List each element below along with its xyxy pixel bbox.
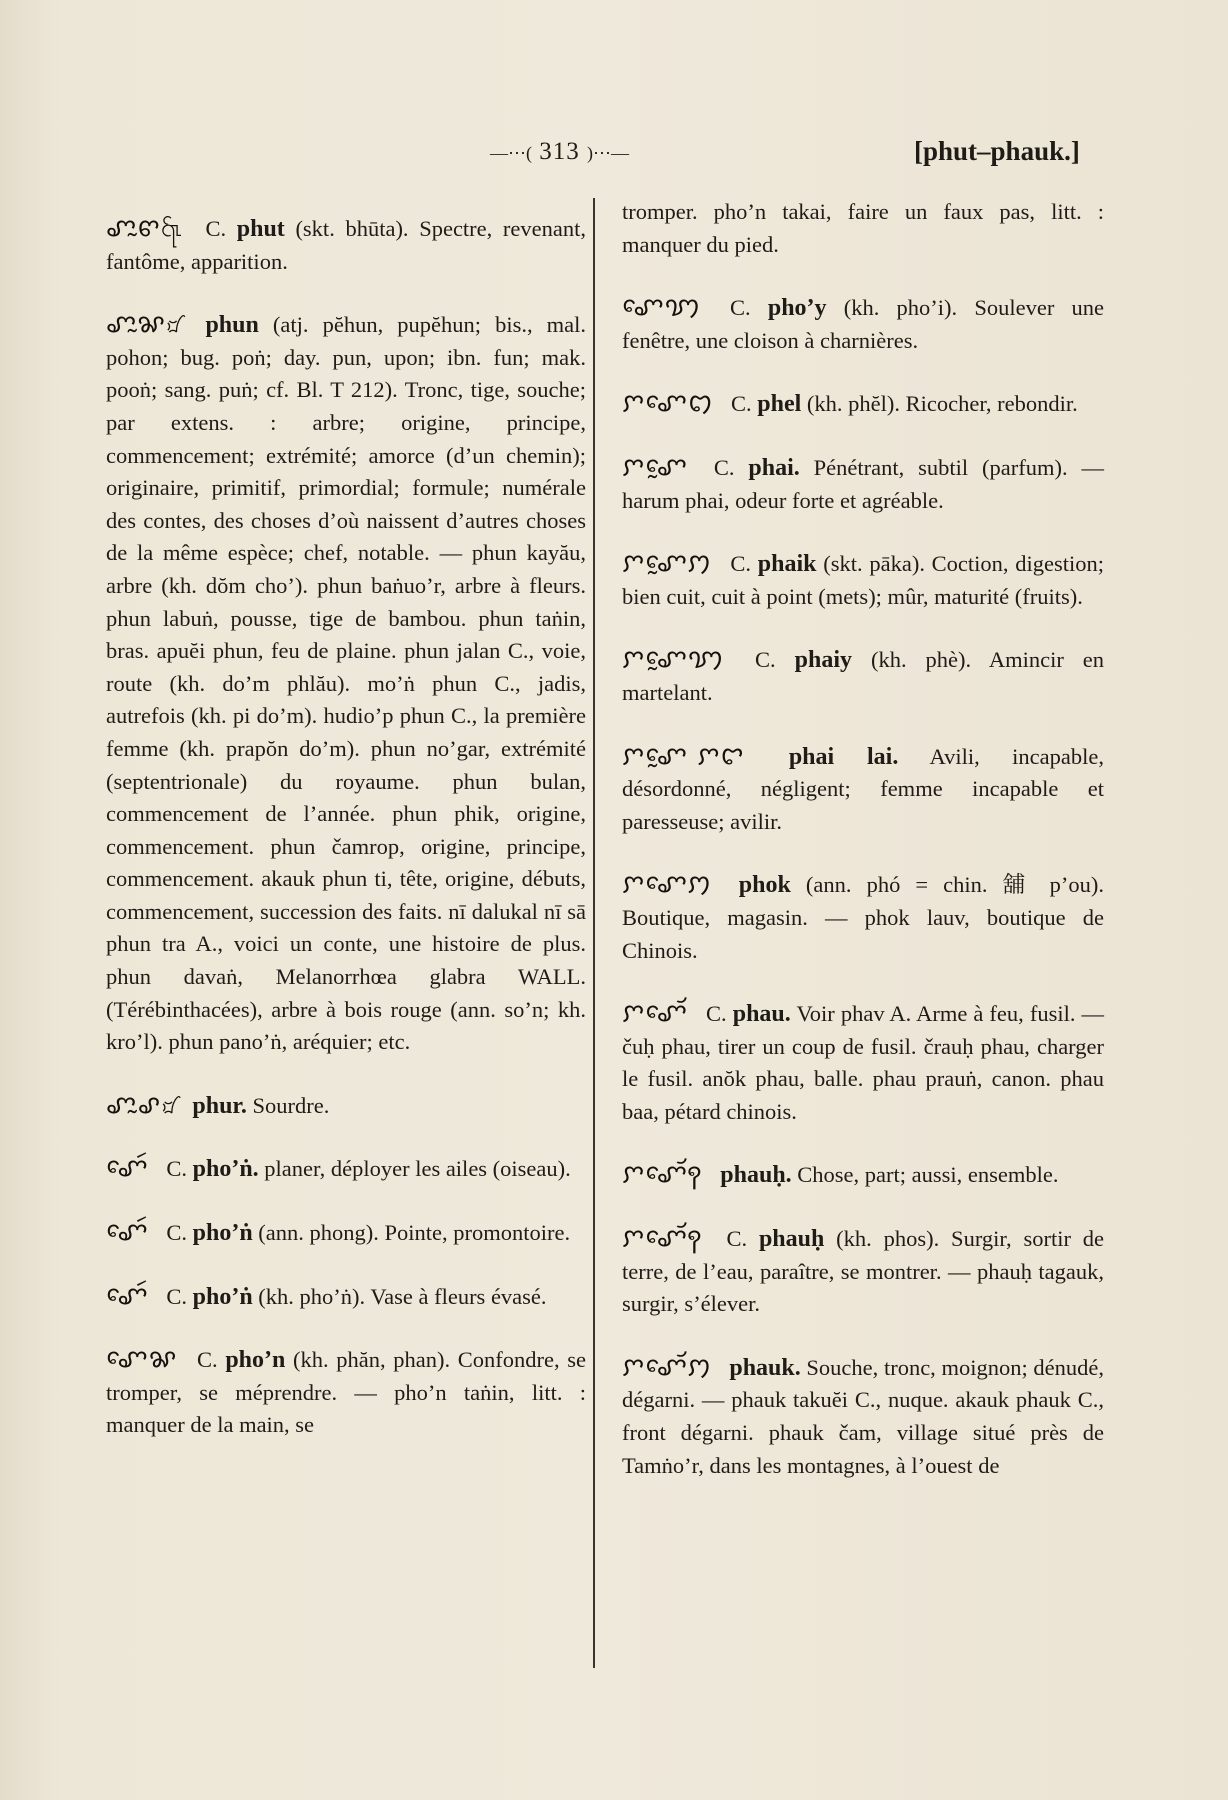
entry-headword: pho’n: [225, 1347, 286, 1374]
entry-headword: phai.: [748, 454, 800, 481]
cham-script-headword: ꨆꨚꨰ: [622, 451, 688, 482]
entry-headword: phauk.: [729, 1354, 801, 1381]
entry-lead: C.: [730, 391, 752, 417]
entry-headword: phauḥ: [758, 1226, 825, 1253]
entry-text: (atj. pĕhun, pupĕhun; bis., mal. pohon; bug. poṅ; day. pun, upon; ibn. fun; mak. pooṅ; sang. puṅ; cf. Bl. T 212). Tronc, tige, souche; par extens. : arbre; origine, principe, commencement; extrémité; amorce (d’un chemin); originaire, primitif, primordial; formule; numérale des contes, des choses d’où naissent d’autres choses de la même espèce; chef, notable. — phun kayău, arbre (kh. dŏm cho’). phun baṅuo’r, arbre à fleurs. phun labuṅ, pousse, tige de bambou. phun taṅin, bras. apuĕi phun, feu de plaine. phun jalan C., voie, route (kh. do’m phlău). mo’ṅ phun C., jadis, autrefois (kh. pi do’m). hudio’p phun C., la première femme (kh. prapŏn do’m). phun no’gar, extrémité (septentrionale) du royaume. phun bulan, commencement de l’année. phun phik, origine, commencement. phun čamrop, origine, principe, commencement. akauk phun ti, tête, origine, débuts, commencement, succession des faits. nī dalukal nī sā phun tra A., voici un conte, une histoire de plus. phun davaṅ, Melanorrhœa glabra WALL. (Térébinthacées), arbre à bois rouge (ann. so’n; kh. kro’l). phun pano’ṅ, aréquier; etc.: [106, 312, 587, 1055]
page-number: 313: [539, 138, 580, 165]
entry: [622, 868, 1104, 967]
cham-script-headword: ꨆꨚꨰ ꨆꨤ: [622, 740, 745, 771]
entry-text: (kh. phè). Amincir en martelant.: [622, 647, 1105, 705]
entry-lead: C.: [726, 1226, 748, 1252]
entry: [622, 1222, 1104, 1321]
entry-lead: C.: [706, 1001, 727, 1027]
entry-lead: C.: [197, 1347, 218, 1373]
cham-script-headword: ꨆꨚꨯꨮꩍ: [622, 1223, 703, 1254]
ornament-right: )⋯—: [587, 143, 629, 163]
entry-lead: C.: [713, 454, 735, 480]
cham-script-headword: ꨚꨯꩃ: [106, 1217, 149, 1248]
cham-script-headword: ꨆꨚꨯꨮꩀ: [622, 1351, 712, 1382]
cham-script-headword: ꨆꨚꨯꨮ: [622, 998, 688, 1029]
entry-headword: phur.: [192, 1092, 247, 1119]
cham-script-headword: ꨚꨭꨗ꩸: [106, 309, 180, 340]
entry-headword: phun: [205, 312, 259, 339]
entry-text: tromper. pho’n takai, faire un faux pas, litt. : manquer du pied.: [622, 199, 1104, 257]
entry-text: planer, déployer les ailes (oiseau).: [264, 1156, 571, 1182]
entry-text: Avili, incapable, désordonné, négligent; femme incapable et paresseuse; avilir.: [622, 743, 1104, 834]
entry-headword: pho’ṅ.: [192, 1156, 259, 1183]
entry: [622, 451, 1104, 517]
ornament-left: —⋯(: [490, 143, 532, 163]
entry-lead: C.: [166, 1283, 187, 1309]
entry: [106, 1089, 586, 1123]
entry-headword: phaiy: [794, 647, 852, 674]
page-header: [0, 138, 1228, 178]
cham-script-headword: ꨚꨯꩈ: [622, 292, 701, 323]
entry-headword: pho’ṅ: [192, 1220, 253, 1247]
cham-script-headword: ꨆꨚꨯꩀ: [622, 869, 712, 900]
entry-headword: phau.: [732, 1001, 791, 1028]
entry-headword: phai lai.: [788, 743, 899, 770]
cham-script-headword: ꨚꨯꨗ: [106, 1344, 178, 1375]
entry-text: (ann. phong). Pointe, promontoire.: [258, 1220, 571, 1246]
entry: [622, 1158, 1104, 1192]
entry-headword: phauḥ.: [720, 1162, 792, 1189]
entry-text: Sourdre.: [252, 1092, 330, 1118]
entry-continuation: [622, 196, 1104, 261]
column-divider: [593, 198, 595, 1668]
entry: [106, 1216, 586, 1250]
entry: [622, 291, 1104, 357]
entry-headword: pho’y: [767, 295, 827, 322]
entry: [622, 547, 1104, 613]
cham-script-headword: ꨚꨭꨣ꩸: [106, 1089, 175, 1120]
entry-lead: C.: [205, 216, 227, 241]
entry-text: Chose, part; aussi, ensemble.: [797, 1162, 1059, 1188]
page-number-line: [490, 138, 629, 166]
entry-text: Pénétrant, subtil (parfum). — harum phai, odeur forte et agréable.: [622, 454, 1105, 513]
entry-lead: C.: [730, 551, 752, 577]
entry-text: Voir phav A. Arme à feu, fusil. — čuḥ phau, tirer un coup de fusil. črauḥ phau, charger le fusil. anŏk phau, balle. phau prauṅ, canon. phau baa, pétard chinois.: [622, 1001, 1105, 1124]
entry-text: (kh. pho’i). Soulever une fenêtre, une cloison à charnières.: [622, 295, 1105, 353]
entry-text: (ann. phó = chin. 舖 p’ou). Boutique, magasin. — phok lauv, boutique de Chinois.: [622, 872, 1104, 963]
entry-text: (skt. bhūta). Spectre, revenant, fantôme, apparition.: [106, 216, 587, 274]
entry-lead: C.: [755, 647, 776, 673]
entry-headword: phaik: [757, 551, 817, 578]
entry: [622, 740, 1104, 839]
entry-text: (kh. pho’ṅ). Vase à fleurs évasé.: [258, 1283, 547, 1309]
entry-lead: C.: [166, 1156, 187, 1182]
entry-headword: phut: [236, 216, 285, 242]
entry-lead: C.: [166, 1220, 187, 1246]
entry-lead: C.: [730, 295, 751, 321]
entry: [622, 643, 1104, 709]
entry: [106, 212, 586, 278]
entry-text: (kh. phăn, phan). Confondre, se tromper, se méprendre. — pho’n taṅin, litt. : manquer de la main, se: [106, 1347, 586, 1438]
entry: [622, 387, 1104, 421]
entry-headword: phel: [757, 391, 802, 418]
right-column: [622, 196, 1104, 1512]
cham-script-headword: ꨆꨚꨯꨮꩍ: [622, 1159, 703, 1190]
entry: [106, 308, 586, 1059]
entry-headword: pho’ṅ: [192, 1283, 253, 1310]
cham-script-headword: ꨚꨯꩃ: [106, 1153, 149, 1184]
cham-script-headword: ꨆꨚꨰꩈ: [622, 644, 725, 675]
entry-headword: phok: [738, 872, 791, 899]
cham-script-headword: ꨆꨚꨯꩊ: [622, 388, 714, 419]
entry: [622, 1351, 1104, 1482]
entry: [622, 997, 1104, 1128]
entry-text: Souche, tronc, moignon; dénudé, dégarni. — phauk takuĕi C., nuque. akauk phauk C., front dégarni. phauk čam, village situé près de Tamṅo’r, dans les montagnes, à l’ouest de: [622, 1354, 1104, 1478]
entry: [106, 1280, 586, 1314]
entry-text: (kh. phos). Surgir, sortir de terre, de l’eau, paraître, se montrer. — phauḥ tagauk, surgir, s’élever.: [622, 1226, 1105, 1317]
cham-script-headword: ꨚꨭꨓ꩷: [106, 213, 183, 243]
running-head: [phut–phauk.]: [914, 136, 1080, 166]
entry-text: (skt. pāka). Coction, digestion; bien cuit, cuit à point (mets); mûr, maturité (fruits).: [622, 551, 1105, 609]
cham-script-headword: ꨆꨚꨰꩀ: [622, 548, 712, 579]
entry: [106, 1152, 586, 1186]
cham-script-headword: ꨚꨯꩃ: [106, 1280, 149, 1311]
entry: [106, 1343, 586, 1442]
left-column: [106, 212, 586, 1472]
entry-text: (kh. phĕl). Ricocher, rebondir.: [806, 391, 1078, 417]
